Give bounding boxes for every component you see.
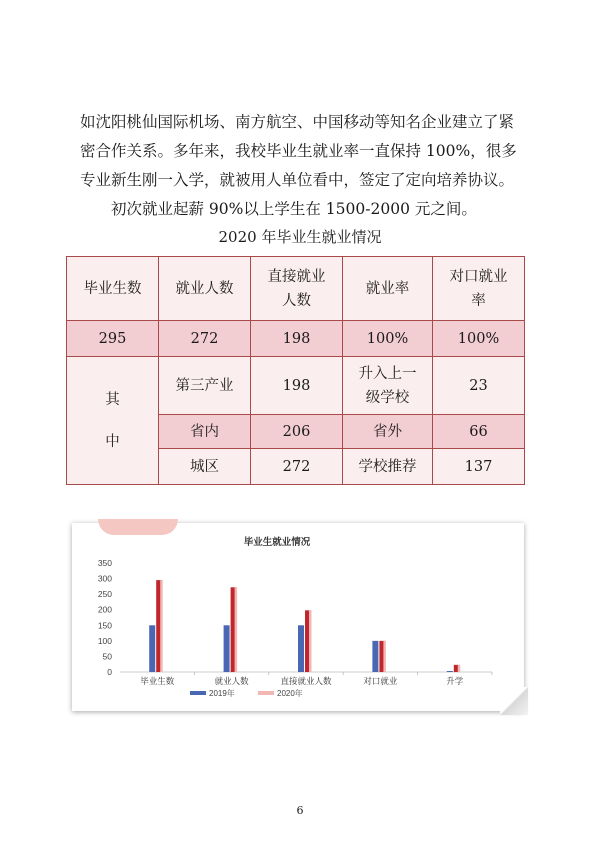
total-employment-rate: 100% xyxy=(343,321,433,357)
x-tick-label: 对口就业 xyxy=(363,676,398,686)
paragraph-line-4: 初次就业起薪 90%以上学生在 1500-2000 元之间。 xyxy=(111,200,477,218)
x-tick-label: 就业人数 xyxy=(214,676,249,686)
paragraph-line-1: 如沈阳桃仙国际机场、南方航空、中国移动等知名企业建立了紧 xyxy=(80,113,515,131)
table-cell: 第三产业 xyxy=(159,357,251,415)
page-curl xyxy=(500,687,528,715)
table-cell: 城区 xyxy=(159,449,251,485)
y-tick-label: 150 xyxy=(97,620,112,631)
bar-2020-shade xyxy=(160,580,163,672)
y-tick-label: 350 xyxy=(97,558,112,568)
legend-label-2020: 2020年 xyxy=(277,689,303,698)
table-cell: 198 xyxy=(251,357,343,415)
bar-2019 xyxy=(149,625,155,672)
table-totals-row xyxy=(67,321,525,357)
paragraph-line-2: 密合作关系。多年来，我校毕业生就业率一直保持 100%，很多 xyxy=(80,142,517,160)
total-matched-rate: 100% xyxy=(433,321,525,357)
total-direct-employed: 198 xyxy=(251,321,343,357)
table-cell: 省内 xyxy=(159,415,251,449)
header-graduates: 毕业生数 xyxy=(67,257,159,321)
header-matched-rate: 对口就业率 xyxy=(433,257,525,321)
table-cell: 23 xyxy=(433,357,525,415)
table-cell: 升入上一级学校 xyxy=(343,357,433,415)
bar-2019 xyxy=(298,625,304,672)
legend-label-2019: 2019年 xyxy=(209,689,235,698)
header-employed: 就业人数 xyxy=(159,257,251,321)
bar-2019 xyxy=(372,641,378,672)
page-number: 6 xyxy=(296,804,304,817)
employment-table xyxy=(66,256,525,485)
table-row xyxy=(67,357,525,415)
bar-2019 xyxy=(447,671,453,672)
y-tick-label: 50 xyxy=(102,651,112,662)
breakdown-label: 其中 xyxy=(67,357,159,485)
intro-paragraph xyxy=(80,108,530,224)
x-tick-label: 升学 xyxy=(446,676,464,686)
table-cell: 137 xyxy=(433,449,525,485)
paragraph-line-3: 专业新生刚一入学，就被用人单位看中，签定了定向培养协议。 xyxy=(80,171,515,189)
bar-2020-shade xyxy=(235,587,238,672)
table-cell: 206 xyxy=(251,415,343,449)
header-direct-employed: 直接就业人数 xyxy=(251,257,343,321)
total-graduates: 295 xyxy=(67,321,159,357)
header-employment-rate: 就业率 xyxy=(343,257,433,321)
chart-figure xyxy=(72,523,524,711)
table-cell: 省外 xyxy=(343,415,433,449)
x-tick-label: 毕业生数 xyxy=(140,676,175,686)
y-tick-label: 100 xyxy=(97,635,112,646)
table-cell: 66 xyxy=(433,415,525,449)
legend-swatch-2019 xyxy=(190,691,206,695)
table-header-row xyxy=(67,257,525,321)
legend-swatch-2020 xyxy=(258,691,274,695)
employment-bar-chart xyxy=(72,523,524,711)
bar-2020-shade xyxy=(309,610,312,672)
y-tick-label: 0 xyxy=(107,667,112,677)
bar-2019 xyxy=(224,625,230,672)
table-cell: 学校推荐 xyxy=(343,449,433,485)
y-tick-label: 250 xyxy=(97,589,112,600)
bar-2020-shade xyxy=(458,665,461,672)
y-tick-label: 300 xyxy=(97,573,112,584)
table-cell: 272 xyxy=(251,449,343,485)
bar-2020-shade xyxy=(383,641,386,672)
table-caption: 2020 年毕业生就业情况 xyxy=(218,228,382,246)
chart-title: 毕业生就业情况 xyxy=(243,537,311,548)
x-tick-label: 直接就业人数 xyxy=(280,676,332,686)
total-employed: 272 xyxy=(159,321,251,357)
y-tick-label: 200 xyxy=(97,604,112,615)
